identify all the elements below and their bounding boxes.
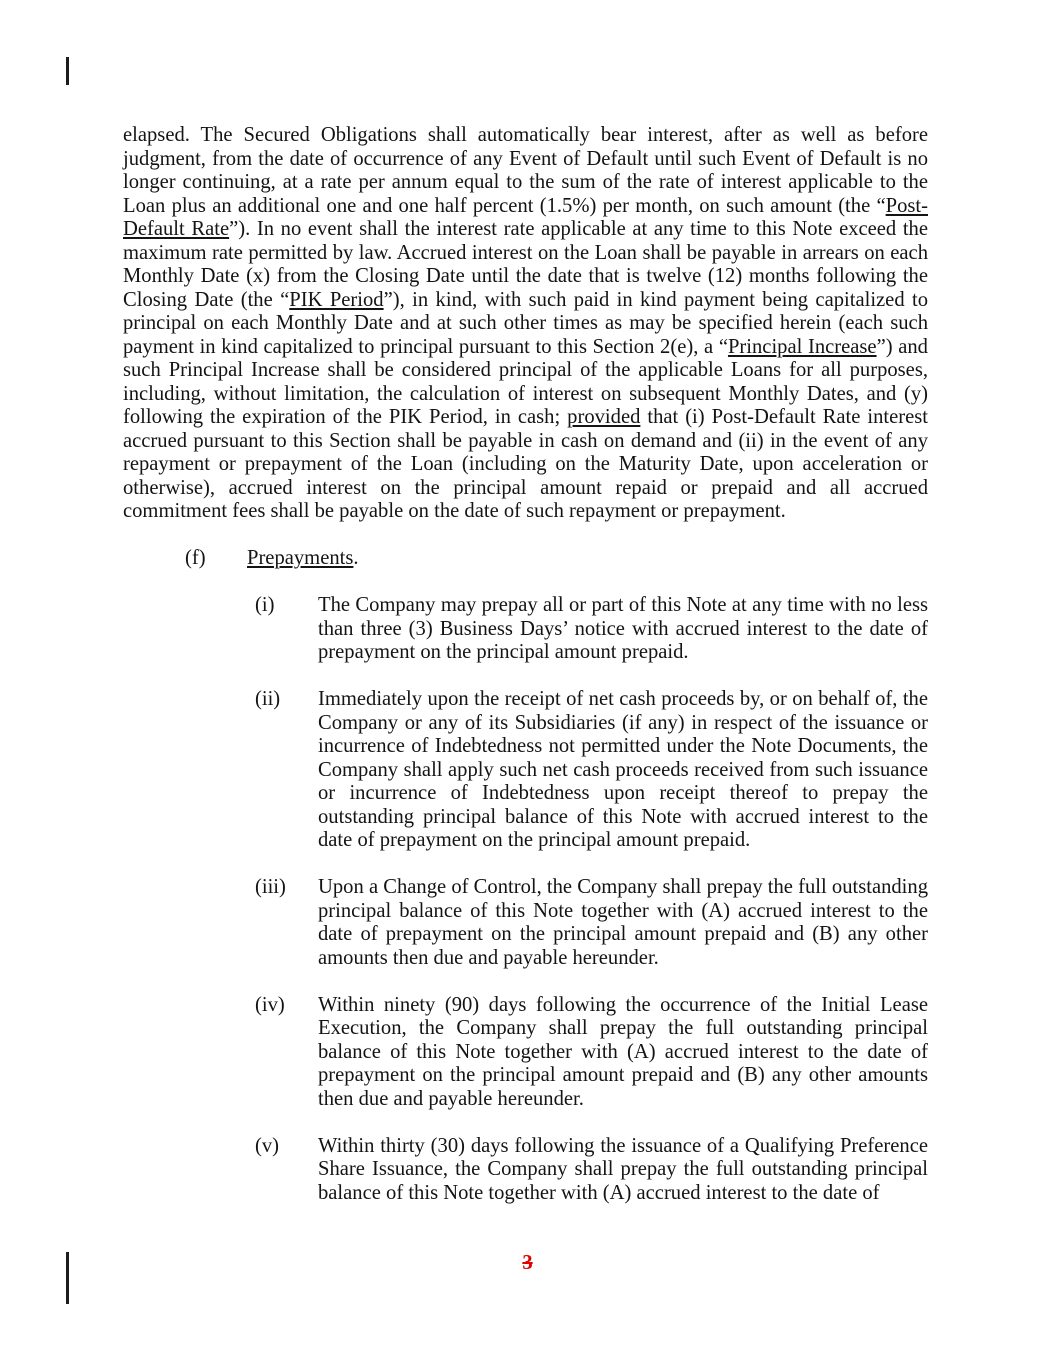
list-item-v-label: (v): [255, 1134, 280, 1157]
list-item-ii-label: (ii): [255, 688, 281, 710]
list-item-ii: [255, 688, 928, 853]
list-item-iv: [255, 993, 928, 1112]
list-item-iii-text: Upon a Change of Control, the Company shall prepay the full outstanding principal balance of this Note together with (A) accrued interest to the date of prepayment on the principal amount prepaid and (B) any other amounts then due and payable hereunder.: [318, 876, 928, 969]
section-f-title-suffix: .: [353, 547, 359, 569]
list-item-i: [255, 594, 928, 665]
list-item-ii-text: Immediately upon the receipt of net cash proceeds by, or on behalf of, the Company or any of its Subsidiaries (if any) in respect of the issuance or incurrence of Indebtedness not permitted under the Note Documents, the Company shall apply such net cash proceeds received from such issuance or incurrence of Indebtedness upon receipt thereof to prepay the outstanding principal balance of this Note with accrued interest to the date of prepayment on the principal amount prepaid.: [318, 688, 928, 851]
body-paragraph-continuation: elapsed. The Secured Obligations shall automatically bear interest, after as well as before judgment, from the date of occurrence of any Event of Default until such Event of Default is no longer continuing, at a rate per annum equal to the sum of the rate of interest applicable to the Loan plus an additional one and one half percent (1.5%) per month, on such amount (the “Post-Default Rate”). In no event shall the interest rate applicable at any time to this Note exceed the maximum rate permitted by law. Accrued interest on the Loan shall be payable in arrears on each Monthly Date (x) from the Closing Date until the date that is twelve (12) months following the Closing Date (the “PIK Period”), in kind, with such paid in kind payment being capitalized to principal on each Monthly Date and at such other times as may be specified herein (each such payment in kind capitalized to principal pursuant to this Section 2(e), a “Principal Increase”) and such Principal Increase shall be considered principal of the applicable Loans for all purposes, including, without limitation, the calculation of interest on subsequent Monthly Dates, and (y) following the expiration of the PIK Period, in cash; provided that (i) Post-Default Rate interest accrued pursuant to this Section shall be payable in cash on demand and (ii) in the event of any repayment or prepayment of the Loan (including on the Maturity Date, upon acceleration or otherwise), accrued interest on the principal amount repaid or prepaid and all accrued commitment fees shall be payable on the date of such repayment or prepayment.: [123, 124, 929, 522]
list-item-iii-label: (iii): [255, 876, 286, 898]
change-bar-top: [66, 57, 69, 85]
page-number: 3: [522, 1252, 533, 1274]
list-item-i-label: (i): [255, 594, 275, 616]
section-f-heading: [185, 547, 928, 571]
document-body: [123, 124, 928, 1205]
list-item-i-text: The Company may prepay all or part of this Note at any time with no less than three (3) Business Days’ notice with accrued interest to the date of prepayment on the principal amount prepaid.: [318, 594, 928, 663]
section-f-title: Prepayments: [247, 547, 354, 569]
list-item-v-text: Within thirty (30) days following the issuance of a Qualifying Preference Share Issuance, the Company shall prepay the full outstanding principal balance of this Note together with (A) accrued interest to the date of: [318, 1134, 928, 1204]
list-item-iii: [255, 876, 928, 970]
list-item-v: [255, 1134, 928, 1206]
list-item-iv-label: (iv): [255, 993, 285, 1016]
section-f-label: (f): [185, 547, 206, 569]
list-item-iv-text: Within ninety (90) days following the occurrence of the Initial Lease Execution, the Company shall prepay the full outstanding principal balance of this Note together with (A) accrued interest to the date of prepayment on the principal amount prepaid and (B) any other amounts then due and payable hereunder.: [318, 993, 928, 1110]
